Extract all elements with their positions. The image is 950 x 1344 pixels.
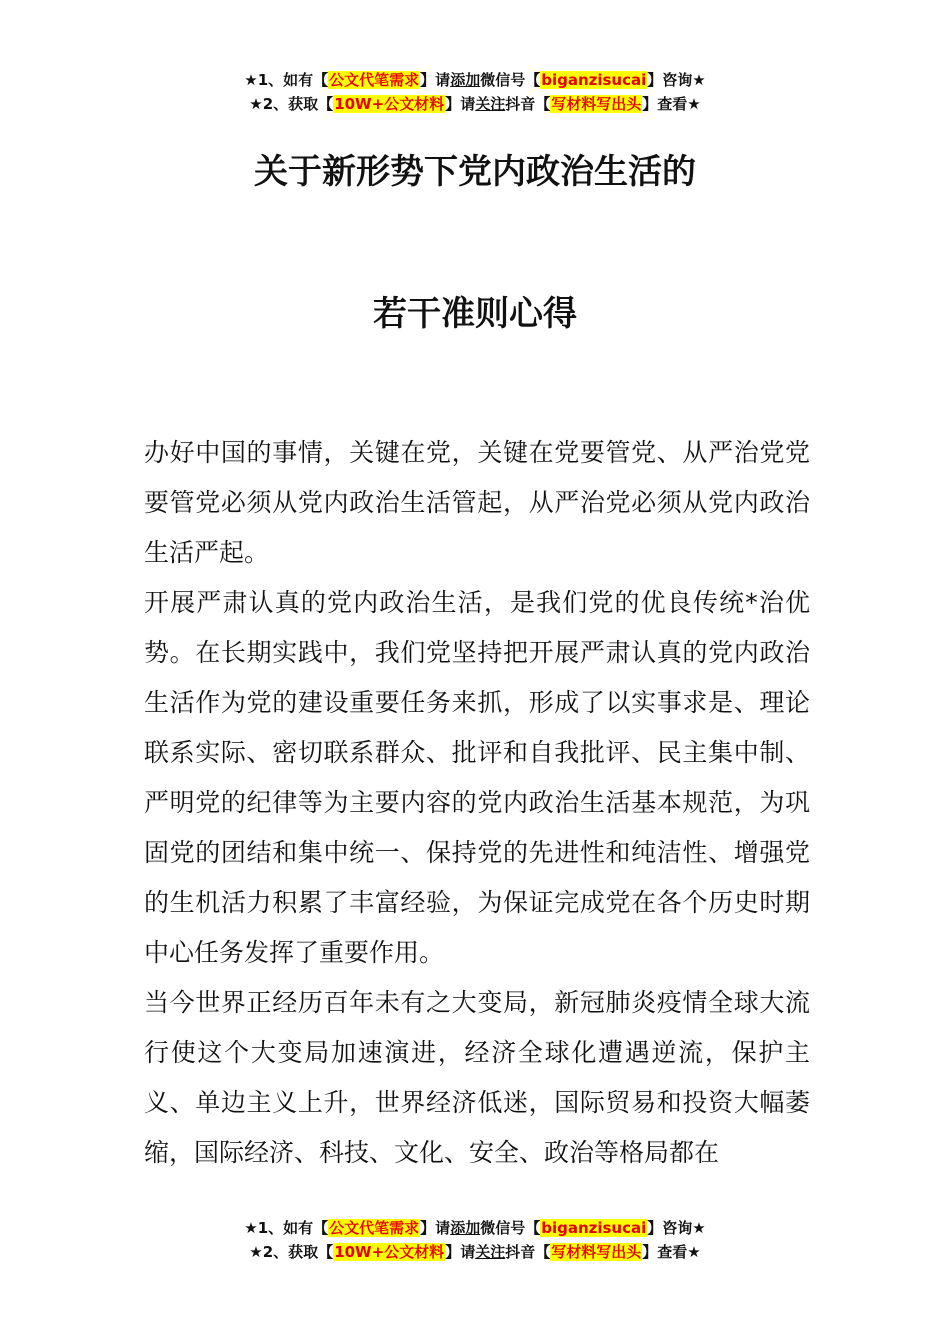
- promo-line-1: ★1、如有【公文代笔需求】请添加微信号【biganzisucai】咨询★: [244, 1219, 706, 1237]
- highlight-ghostwriting: 公文代笔需求: [329, 71, 420, 89]
- promo-header: [0, 68, 950, 116]
- promo-line-2: ★2、获取【10W+公文材料】请关注抖音【写材料写出头】查看★: [249, 95, 701, 113]
- paragraph-3: 当今世界正经历百年未有之大变局，新冠肺炎疫情全球大流行使这个大变局加速演进，经济全球化遭遇逆流，保护主义、单边主义上升，世界经济低迷，国际贸易和投资大幅萎缩，国际经济、科技、文化、安全、政治等格局都在: [144, 988, 810, 1167]
- highlight-douyin: 写材料写出头: [551, 1243, 642, 1261]
- paragraph-2: 开展严肃认真的党内政治生活，是我们党的优良传统*治优势。在长期实践中，我们党坚持把开展严肃认真的党内政治生活作为党的建设重要任务来抓，形成了以实事求是、理论联系实际、密切联系群众、批评和自我批评、民主集中制、严明党的纪律等为主要内容的党内政治生活基本规范，为巩固党的团结和集中统一、保持党的先进性和纯洁性、增强党的生机活力积累了丰富经验，为保证完成党在各个历史时期中心任务发挥了重要作用。: [144, 588, 810, 967]
- highlight-materials: 10W+公文材料: [334, 95, 445, 113]
- promo-footer: [0, 1216, 950, 1264]
- highlight-douyin: 写材料写出头: [551, 95, 642, 113]
- document-title-line-2: 若干准则心得: [373, 294, 577, 334]
- document-title-line-1: 关于新形势下党内政治生活的: [254, 152, 696, 192]
- promo-line-1: ★1、如有【公文代笔需求】请添加微信号【biganzisucai】咨询★: [244, 71, 706, 89]
- paragraph-1: 办好中国的事情，关键在党，关键在党要管党、从严治党党要管党必须从党内政治生活管起，从严治党必须从党内政治生活严起。: [144, 438, 810, 567]
- highlight-wechat-id: biganzisucai: [541, 71, 647, 89]
- promo-line-2: ★2、获取【10W+公文材料】请关注抖音【写材料写出头】查看★: [249, 1243, 701, 1261]
- highlight-wechat-id: biganzisucai: [541, 1219, 647, 1237]
- highlight-materials: 10W+公文材料: [334, 1243, 445, 1261]
- document-body: [144, 428, 810, 1178]
- highlight-ghostwriting: 公文代笔需求: [329, 1219, 420, 1237]
